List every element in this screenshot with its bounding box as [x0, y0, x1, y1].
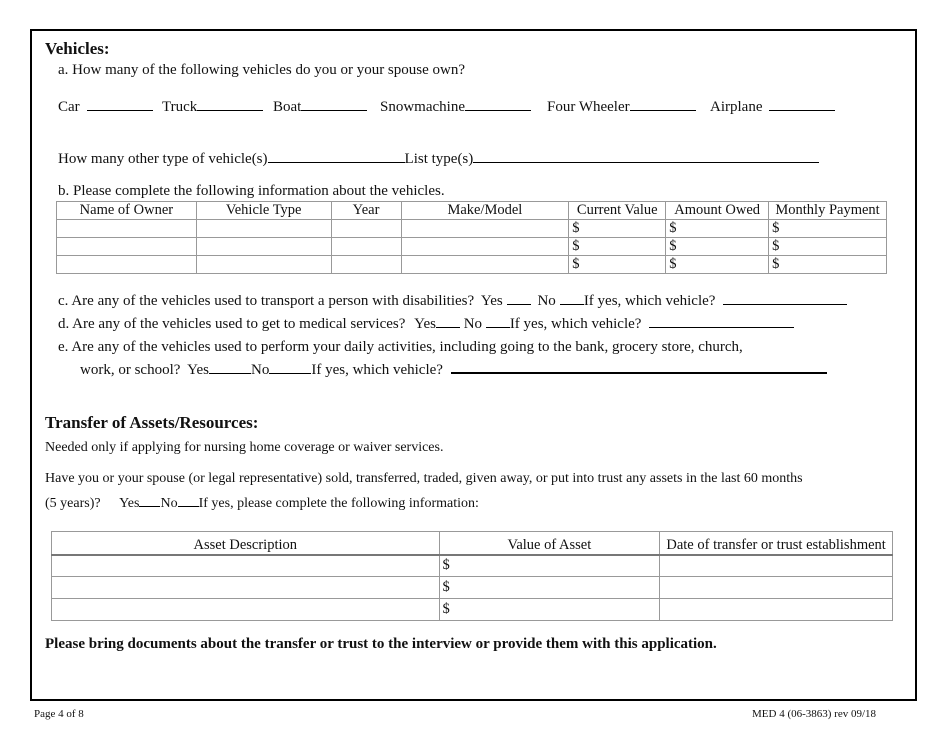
- asset-table-header: [52, 532, 893, 555]
- question-e-yes-field[interactable]: [209, 360, 251, 374]
- boat-label: Boat: [273, 99, 302, 115]
- asset-value-cell[interactable]: $: [439, 577, 660, 599]
- question-d-which-field[interactable]: [649, 314, 794, 328]
- type-cell[interactable]: [196, 256, 331, 274]
- transfer-no-label: No: [160, 496, 178, 511]
- vehicle-table-header: [57, 202, 887, 220]
- current-value-cell[interactable]: $: [569, 220, 666, 238]
- four-wheeler-group: [547, 97, 696, 116]
- col-current-value: Current Value: [569, 202, 666, 220]
- asset-table: [51, 531, 893, 621]
- asset-description-cell[interactable]: [52, 599, 440, 621]
- make-model-cell[interactable]: [401, 220, 569, 238]
- owner-cell[interactable]: [57, 238, 197, 256]
- airplane-label: Airplane: [710, 99, 763, 115]
- question-c-which-label: If yes, which vehicle?: [583, 293, 716, 309]
- vehicle-count-row: [58, 97, 153, 116]
- question-e-line2: [80, 359, 827, 379]
- list-type-label: List type(s): [404, 151, 474, 167]
- car-label: Car: [58, 99, 80, 115]
- question-c-yes-field[interactable]: [507, 291, 531, 305]
- question-e-line1: e. Are any of the vehicles used to perform your daily activities, including going to the bank, grocery store, church,: [58, 339, 743, 355]
- four-wheeler-label: Four Wheeler: [547, 99, 630, 115]
- question-d-no-field[interactable]: [486, 314, 510, 328]
- table-row: [52, 555, 893, 577]
- table-row: [52, 599, 893, 621]
- question-c-which-field[interactable]: [723, 291, 847, 305]
- transfer-note: Needed only if applying for nursing home coverage or waiver services.: [45, 440, 444, 455]
- col-vehicle-type: Vehicle Type: [196, 202, 331, 220]
- col-amount-owed: Amount Owed: [666, 202, 769, 220]
- question-d-yes-field[interactable]: [436, 314, 460, 328]
- question-c-no-field[interactable]: [560, 291, 584, 305]
- year-cell[interactable]: [331, 256, 401, 274]
- type-cell[interactable]: [196, 238, 331, 256]
- question-e-which-label: If yes, which vehicle?: [311, 362, 443, 378]
- list-type-field[interactable]: [473, 149, 819, 163]
- question-d: [58, 314, 794, 333]
- question-e-no-label: No: [250, 362, 270, 378]
- monthly-payment-cell[interactable]: $: [769, 238, 887, 256]
- asset-description-cell[interactable]: [52, 555, 440, 577]
- transfer-no-field[interactable]: [178, 493, 199, 507]
- table-row: [57, 256, 887, 274]
- truck-count-field[interactable]: [197, 97, 263, 111]
- vehicles-heading: Vehicles:: [45, 39, 110, 58]
- current-value-cell[interactable]: $: [569, 238, 666, 256]
- col-year: Year: [331, 202, 401, 220]
- boat-count-field[interactable]: [301, 97, 367, 111]
- airplane-count-field[interactable]: [769, 97, 835, 111]
- question-c-no-label: No: [537, 293, 556, 309]
- year-cell[interactable]: [331, 238, 401, 256]
- question-c: [58, 291, 847, 310]
- boat-group: [273, 97, 367, 116]
- question-b: b. Please complete the following information about the vehicles.: [58, 183, 445, 199]
- transfer-if-yes-label: If yes, please complete the following information:: [198, 496, 479, 511]
- transfer-question-line2: [45, 493, 479, 512]
- transfer-yes-field[interactable]: [139, 493, 160, 507]
- monthly-payment-cell[interactable]: $: [769, 256, 887, 274]
- question-c-text: c. Are any of the vehicles used to transport a person with disabilities?: [58, 293, 475, 309]
- vehicle-table: [56, 201, 887, 274]
- make-model-cell[interactable]: [401, 238, 569, 256]
- transfer-date-cell[interactable]: [660, 599, 893, 621]
- transfer-date-cell[interactable]: [660, 555, 893, 577]
- question-d-no-label: No: [463, 316, 483, 332]
- transfer-date-cell[interactable]: [660, 577, 893, 599]
- airplane-group: [710, 97, 835, 116]
- other-count-field[interactable]: [268, 149, 405, 163]
- question-a: a. How many of the following vehicles do you or your spouse own?: [58, 62, 466, 78]
- table-row: [57, 220, 887, 238]
- form-id: MED 4 (06-3863) rev 09/18: [752, 708, 877, 720]
- question-c-yes-label: Yes: [480, 293, 503, 309]
- amount-owed-cell[interactable]: $: [666, 238, 769, 256]
- make-model-cell[interactable]: [401, 256, 569, 274]
- amount-owed-cell[interactable]: $: [666, 256, 769, 274]
- snowmachine-count-field[interactable]: [465, 97, 531, 111]
- col-monthly-payment: Monthly Payment: [769, 202, 887, 220]
- owner-cell[interactable]: [57, 256, 197, 274]
- col-value-of-asset: Value of Asset: [439, 532, 660, 555]
- question-e-text: work, or school?: [80, 362, 181, 378]
- truck-label: Truck: [162, 99, 198, 115]
- transfer-question-line1: Have you or your spouse (or legal representative) sold, transferred, traded, given away, or put into trust any assets in the last 60 months: [45, 471, 803, 486]
- question-e-no-field[interactable]: [269, 360, 311, 374]
- question-d-which-label: If yes, which vehicle?: [509, 316, 642, 332]
- question-e-yes-label: Yes: [187, 362, 209, 378]
- table-row: [52, 577, 893, 599]
- question-e-which-field[interactable]: [451, 359, 827, 374]
- type-cell[interactable]: [196, 220, 331, 238]
- owner-cell[interactable]: [57, 220, 197, 238]
- car-count-field[interactable]: [87, 97, 153, 111]
- col-name-of-owner: Name of Owner: [57, 202, 197, 220]
- other-vehicles-row: [58, 149, 819, 168]
- question-d-yes-label: Yes: [414, 316, 436, 332]
- transfer-yes-label: Yes: [119, 496, 140, 511]
- asset-value-cell[interactable]: $: [439, 599, 660, 621]
- table-row: [57, 238, 887, 256]
- transfer-heading: Transfer of Assets/Resources:: [45, 413, 259, 432]
- snowmachine-label: Snowmachine: [380, 99, 465, 115]
- year-cell[interactable]: [331, 220, 401, 238]
- page-number: Page 4 of 8: [34, 708, 84, 720]
- col-asset-description: Asset Description: [52, 532, 440, 555]
- col-make-model: Make/Model: [401, 202, 569, 220]
- amount-owed-cell[interactable]: $: [666, 220, 769, 238]
- current-value-cell[interactable]: $: [569, 256, 666, 274]
- asset-description-cell[interactable]: [52, 577, 440, 599]
- asset-value-cell[interactable]: $: [439, 555, 660, 577]
- monthly-payment-cell[interactable]: $: [769, 220, 887, 238]
- bring-documents-note: Please bring documents about the transfer or trust to the interview or provide them with this application.: [45, 636, 717, 652]
- four-wheeler-count-field[interactable]: [630, 97, 696, 111]
- truck-group: [162, 97, 263, 116]
- question-d-text: d. Are any of the vehicles used to get to medical services?: [58, 316, 406, 332]
- snowmachine-group: [380, 97, 531, 116]
- col-date-of-transfer: Date of transfer or trust establishment: [660, 532, 893, 555]
- transfer-question-text: (5 years)?: [45, 496, 101, 511]
- other-count-label: How many other type of vehicle(s): [58, 151, 268, 167]
